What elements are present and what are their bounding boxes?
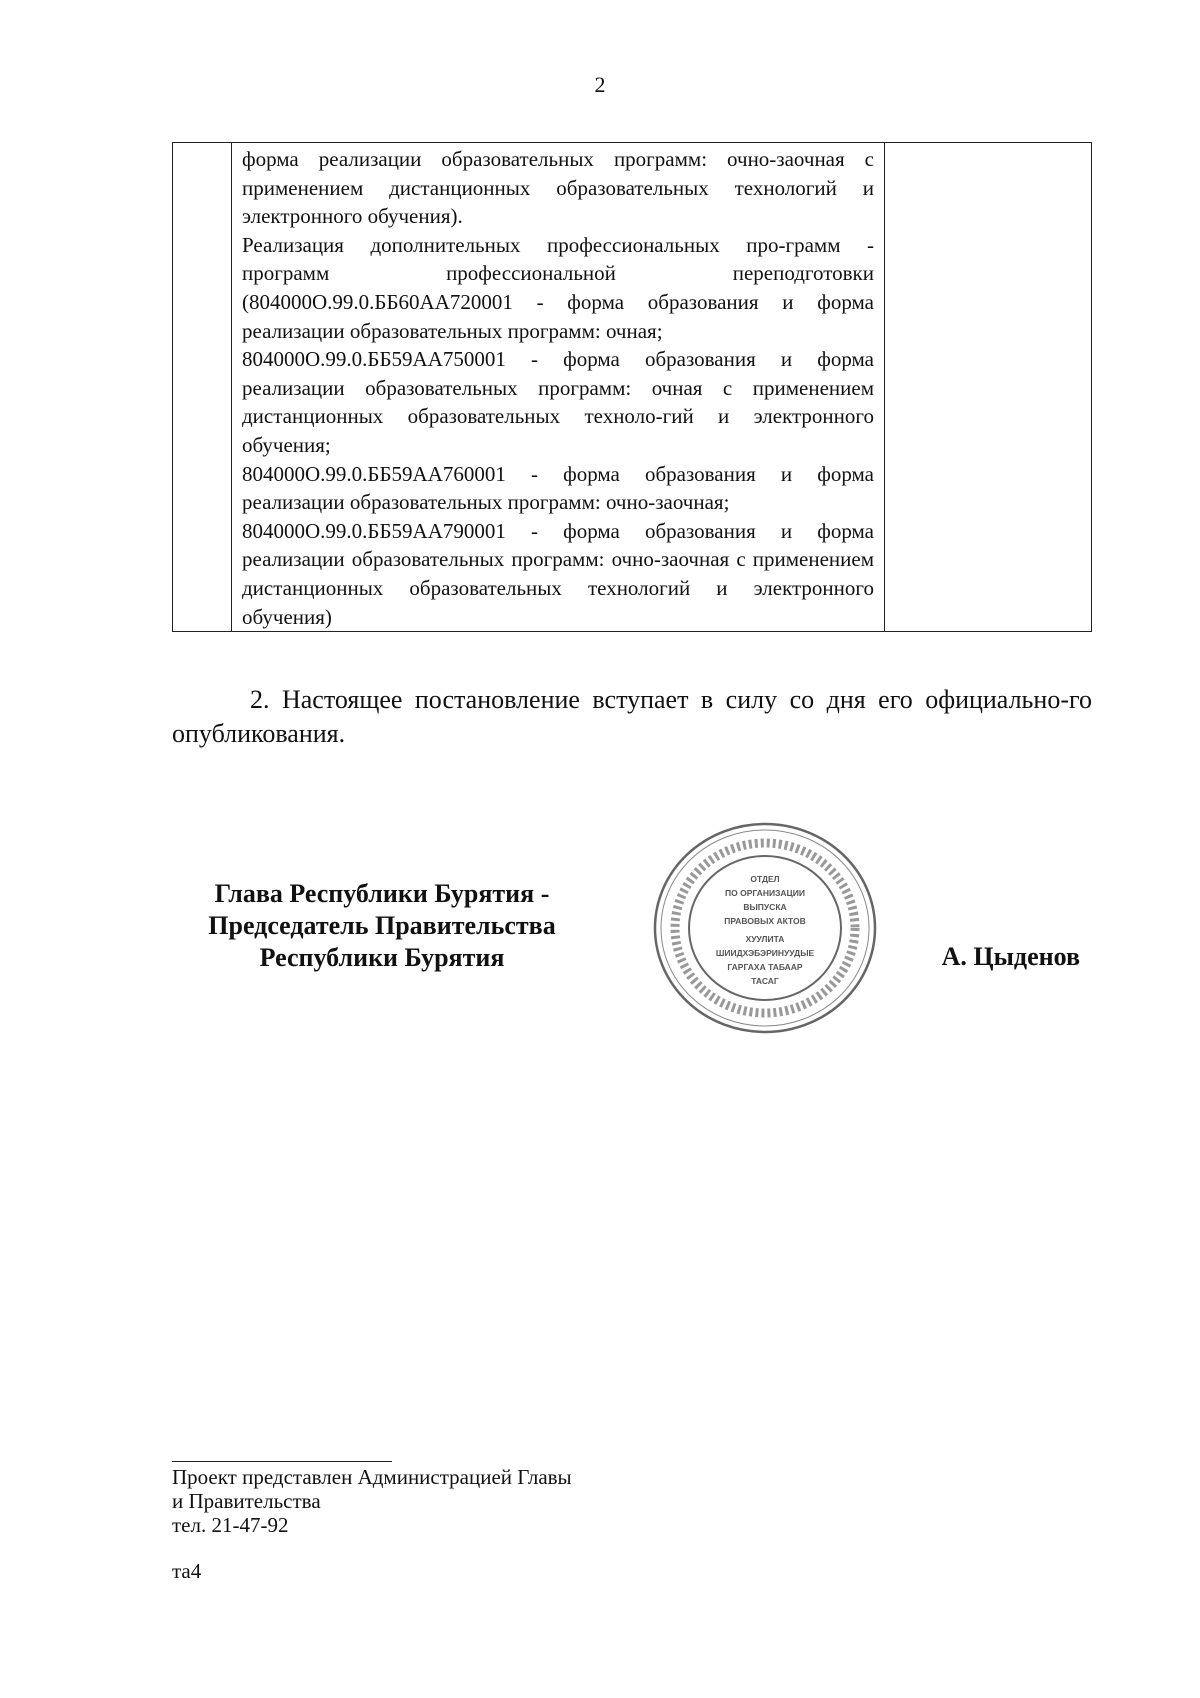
- signatory-title: [172, 878, 592, 974]
- page-number: 2: [594, 72, 606, 97]
- signatory-title-line: Глава Республики Бурятия -: [214, 879, 550, 908]
- table-cell-description: [232, 143, 885, 632]
- services-table: [172, 142, 1092, 632]
- footnote: [172, 1465, 772, 1537]
- seal-text-line: ГАРГАХА ТАБААР: [727, 962, 803, 972]
- table-paragraph: 804000О.99.0.ББ59АА750001 - форма образования и форма реализации образовательных программ: очная с применением дистанционных образовательных техноло-гий и электронного обучения;: [242, 347, 874, 457]
- signer-name: А. Цыденов: [941, 942, 1080, 971]
- footnote-line: и Правительства: [172, 1489, 321, 1513]
- footnote-line: Проект представлен Администрацией Главы: [172, 1465, 572, 1489]
- signatory-title-line: Председатель Правительства: [208, 911, 556, 940]
- footnote-line: тел. 21-47-92: [172, 1513, 289, 1537]
- table-row: [173, 143, 1092, 632]
- seal-text-line: ПО ОРГАНИЗАЦИИ: [725, 888, 805, 898]
- author-code: та4: [172, 1559, 202, 1583]
- seal-text-line: ОТДЕЛ: [750, 874, 780, 884]
- table-paragraph: 804000О.99.0.ББ59АА760001 - форма образования и форма реализации образовательных программ: очно-заочная;: [242, 461, 874, 515]
- table-text: [242, 145, 874, 631]
- official-seal-image: [650, 818, 880, 1038]
- seal-text-line: ШИИДХЭБЭРИНУУДЫЕ: [715, 948, 815, 958]
- seal-icon: [650, 818, 880, 1038]
- table-paragraph: 804000О.99.0.ББ59АА790001 - форма образования и форма реализации образовательных программ: очно-заочная с применением дистанционных образовательных технологий и электронного обучения): [242, 518, 874, 629]
- table-paragraph: Реализация дополнительных профессиональных про-грамм - программ профессиональной переподготовки (804000О.99.0.ББ60АА720001 - форма образования и форма реализации образовательных программ: очная;: [242, 232, 874, 343]
- seal-text-line: ВЫПУСКА: [743, 902, 787, 912]
- seal-text-line: ПРАВОВЫХ АКТОВ: [724, 916, 806, 926]
- signatory-title-line: Республики Бурятия: [259, 943, 505, 972]
- table-cell-number: [173, 143, 232, 632]
- table-paragraph: форма реализации образовательных программ: очно-заочная с применением дистанционных образовательных технологий и электронного обучения).: [242, 147, 874, 229]
- clause-2: 2. Настоящее постановление вступает в силу со дня его официально-го опубликования.: [172, 685, 1092, 748]
- seal-text-line: ТАСАГ: [751, 976, 779, 986]
- footnote-divider: [172, 1461, 392, 1462]
- seal-text-line: ХУУЛИТА: [745, 934, 785, 944]
- table-cell-empty: [885, 143, 1092, 632]
